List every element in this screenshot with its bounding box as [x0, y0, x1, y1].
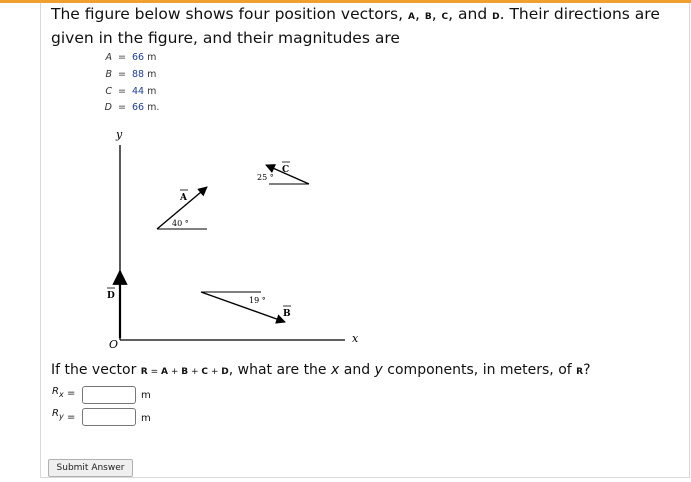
- vector-d-symbol: D: [221, 367, 229, 377]
- vector-a-angle: 40 °: [172, 219, 189, 228]
- vector-r-symbol: R: [576, 367, 584, 377]
- vector-b-arrow: [201, 292, 285, 322]
- intro-text-1: The figure below shows four position vectors,: [51, 5, 408, 23]
- intro-text-2: . Their directions are given in the figure, and their magnitudes are: [51, 5, 660, 47]
- question-y: y: [374, 362, 383, 378]
- vector-c-symbol: C: [201, 367, 208, 377]
- vector-a-label: A: [180, 193, 187, 203]
- vector-c-symbol: C: [441, 12, 449, 22]
- vector-b-symbol: B: [424, 12, 432, 22]
- rx-label-letter: R: [52, 386, 59, 397]
- vector-a-symbol: A: [407, 12, 415, 22]
- vector-r-symbol: R: [140, 367, 148, 377]
- question-part: components, in meters, of: [382, 362, 577, 378]
- question-op: +: [167, 367, 182, 377]
- magnitude-unit: m: [147, 69, 157, 80]
- magnitude-value: 66: [132, 102, 145, 113]
- ry-equals: =: [67, 412, 76, 423]
- magnitude-label: D: [104, 102, 112, 113]
- magnitude-label: C: [105, 86, 112, 97]
- rx-equals: =: [67, 388, 76, 399]
- ry-unit: m: [141, 413, 151, 424]
- magnitude-label: B: [105, 69, 112, 80]
- magnitude-value: 44: [132, 86, 145, 97]
- ry-label-letter: R: [52, 408, 59, 419]
- question-mark: ?: [583, 362, 591, 378]
- vector-d-label: D: [107, 291, 115, 301]
- question-part: and: [339, 362, 375, 378]
- vector-c-angle: 25 °: [257, 173, 274, 182]
- vector-a-symbol: A: [161, 367, 168, 377]
- question-part: , what are the: [228, 362, 331, 378]
- magnitude-unit: m: [147, 86, 157, 97]
- question-op: +: [207, 367, 222, 377]
- rx-label: [52, 386, 64, 399]
- vector-b-angle: 19 °: [249, 296, 266, 305]
- magnitude-eq: =: [118, 102, 126, 113]
- vector-b-symbol: B: [181, 367, 189, 377]
- ry-input[interactable]: [82, 408, 136, 426]
- magnitude-value: 88: [132, 69, 145, 80]
- magnitude-unit: m.: [147, 102, 160, 113]
- rx-label-sub: x: [58, 390, 64, 399]
- vector-c-label: C: [282, 165, 290, 175]
- vector-b-label: B: [283, 309, 291, 319]
- submit-answer-button[interactable]: Submit Answer: [48, 459, 133, 477]
- magnitude-eq: =: [118, 86, 126, 97]
- vector-d-symbol: D: [492, 12, 500, 22]
- question-text: [51, 362, 591, 378]
- origin-label: O: [109, 338, 119, 351]
- question-op: =: [147, 367, 161, 377]
- ry-label: [52, 408, 64, 421]
- ry-label-sub: y: [58, 412, 64, 421]
- magnitude-eq: =: [118, 52, 126, 63]
- magnitude-unit: m: [147, 52, 157, 63]
- question-x: x: [331, 362, 340, 378]
- y-axis-label: y: [116, 128, 123, 141]
- magnitude-eq: =: [118, 69, 126, 80]
- x-axis-label: x: [352, 332, 359, 345]
- intro-sep: ,: [431, 5, 442, 23]
- intro-sep: ,: [414, 5, 425, 23]
- question-op: +: [188, 367, 202, 377]
- intro-sep: , and: [448, 5, 493, 23]
- magnitude-value: 66: [132, 52, 145, 63]
- magnitude-label: A: [105, 52, 112, 63]
- question-part: If the vector: [51, 362, 141, 378]
- rx-input[interactable]: [82, 386, 136, 404]
- rx-unit: m: [141, 390, 151, 401]
